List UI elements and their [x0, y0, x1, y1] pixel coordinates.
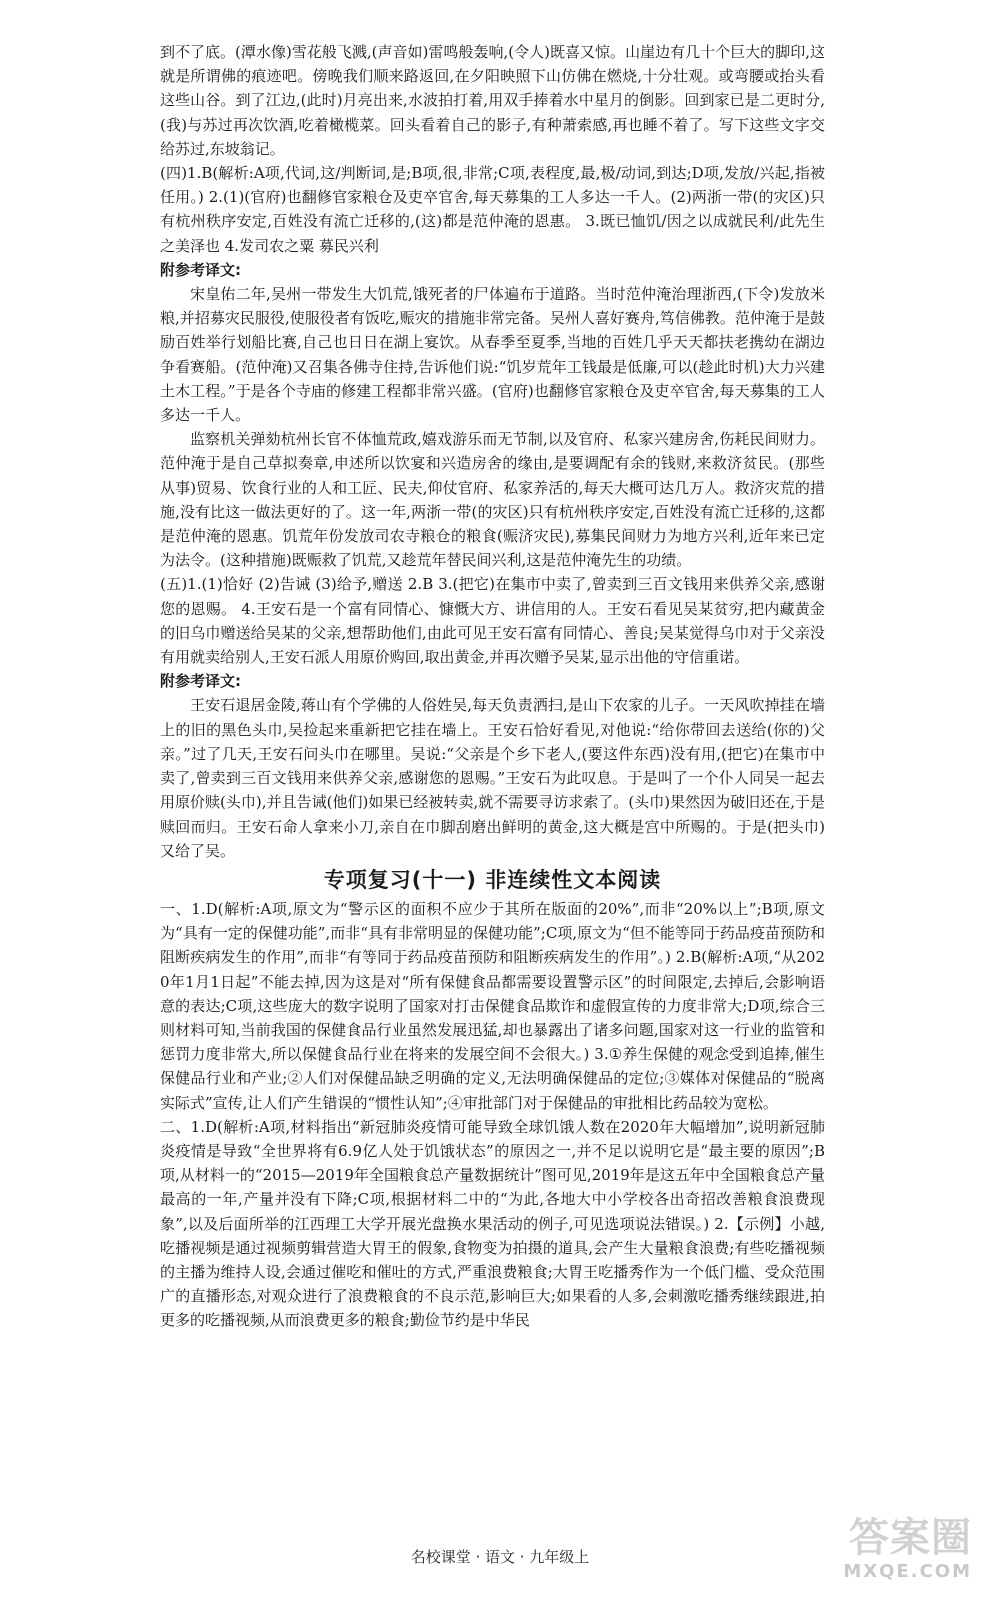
watermark-logo: [832, 1515, 972, 1591]
section-title: 专项复习(十一) 非连续性文本阅读: [323, 867, 662, 892]
translation-label-5: 附参考译文:: [160, 672, 241, 691]
translation-paragraph-4-1: 宋皇佑二年,吴州一带发生大饥荒,饿死者的尸体遍布于道路。当时范仲淹治理浙西,(下令)发放米粮,并招募灾民服役,使服役者有饭吃,赈灾的措施非常完备。吴州人喜好赛舟,笃信佛教。范仲淹于是鼓励百姓举行划船比赛,自己也日日在湖上宴饮。从春季至夏季,当地的百姓几乎天天都扶老携幼在湖边争看赛船。(范仲淹)又召集各佛寺住持,告诉他们说:“饥岁荒年工钱最是低廉,可以(趁此时机)大力兴建土木工程。”于是各个寺庙的修建工程都非常兴盛。(官府)也翻修官家粮仓及吏卒官舍,每天募集的工人多达一千人。: [160, 285, 825, 425]
answer-part-2: 二、1.D(解析:A项,材料指出“新冠肺炎疫情可能导致全球饥饿人数在2020年大幅增加”,说明新冠肺炎疫情是导致“全世界将有6.9亿人处于饥饿状态”的原因之一,并不足以说明它是“最主要的原因”;B项,从材料一的“2015—2019年全国粮食总产量数据统计”图可见,2019年是这五年中全国粮食总产量最高的一年,产量并没有下降;C项,根据材料二中的“为此,各地大中小学校各出奇招改善粮食浪费现象”,以及后面所举的江西理工大学开展光盘换水果活动的例子,可见选项说法错误。) 2.【示例】小越,吃播视频是通过视频剪辑营造大胃王的假象,食物变为拍摄的道具,会产生大量粮食浪费;有些吃播视频的主播为维持人设,会通过催吃和催吐的方式,严重浪费粮食;大胃王吃播秀作为一个低门槛、受众范围广的直播形态,对观众进行了浪费粮食的不良示范,影响巨大;如果看的人多,会刺激吃播秀继续跟进,拍更多的吃播视频,从而浪费更多的粮食;勤俭节约是中华民: [160, 1117, 825, 1330]
paragraph-translation-tail: 到不了底。(潭水像)雪花般飞溅,(声音如)雷鸣般轰响,(令人)既喜又惊。山崖边有几十个巨大的脚印,这就是所谓佛的痕迹吧。傍晚我们顺来路返回,在夕阳映照下山仿佛在燃烧,十分壮观。或弯腰或抬头看这些山谷。到了江边,(此时)月亮出来,水波拍打着,用双手捧着水中星月的倒影。回到家已是二更时分,(我)与苏过再次饮酒,吃着橄榄菜。回头看着自己的影子,有种萧索感,再也睡不着了。写下这些文字交给苏过,东坡翁记。: [160, 43, 825, 158]
page-content: [160, 40, 825, 1333]
translation-paragraph-4-2: 监察机关弹劾杭州长官不体恤荒政,嬉戏游乐而无节制,以及官府、私家兴建房舍,伤耗民间财力。范仲淹于是自己草拟奏章,申述所以饮宴和兴造房舍的缘由,是要调配有余的钱财,来救济贫民。(那些从事)贸易、饮食行业的人和工匠、民夫,仰仗官府、私家养活的,每天大概可达几万人。救济灾荒的措施,没有比这一做法更好的了。这一年,两浙一带(的灾区)只有杭州秩序安定,百姓没有流亡迁移的,这都是范仲淹的恩惠。饥荒年份发放司农寺粮仓的粮食(赈济灾民),募集民间财力为地方兴利,近年来已定为法令。(这种措施)既赈救了饥荒,又趁荒年替民间兴利,这是范仲淹先生的功绩。: [160, 430, 825, 570]
translation-paragraph-5-1: 王安石退居金陵,蒋山有个学佛的人俗姓吴,每天负责洒扫,是山下农家的儿子。一天风吹掉挂在墙上的旧的黑色头巾,吴捡起来重新把它挂在墙上。王安石恰好看见,对他说:“给你带回去送给(你的)父亲。”过了几天,王安石问头巾在哪里。吴说:“父亲是个乡下老人,(要这件东西)没有用,(把它)在集市中卖了,曾卖到三百文钱用来供养父亲,感谢您的恩赐。”王安石为此叹息。于是叫了一个仆人同吴一起去用原价赎(头巾),并且告诫(他们)如果已经被转卖,就不需要寻访求索了。(头巾)果然因为破旧还在,于是赎回而归。王安石命人拿来小刀,亲自在巾脚刮磨出鲜明的黄金,这大概是宫中所赐的。于是(把头巾)又给了吴。: [160, 696, 825, 860]
watermark-logo-text: 答案圈: [849, 1515, 972, 1561]
answer-part-1: 一、1.D(解析:A项,原文为“警示区的面积不应少于其所在版面的20%”,而非“20%以上”;B项,原文为“具有一定的保健功能”,而非“具有非常明显的保健功能”;C项,原文为“但不能等同于药品疫苗预防和阻断疾病发生的作用”,而非“有等同于药品疫苗预防和阻断疾病发生的作用”。) 2.B(解析:A项,“从2020年1月1日起”不能去掉,因为这是对“所有保健食品都需要设置警示区”的时间限定,去掉后,会影响语意的表达;C项,这些庞大的数字说明了国家对打击保健食品欺诈和虚假宣传的力度非常大;D项,综合三则材料可知,当前我国的保健食品行业虽然发展迅猛,却也暴露出了诸多问题,国家对这一行业的监管和惩罚力度非常大,所以保健食品行业在将来的发展空间不会很大。) 3.①养生保健的观念受到追捧,催生保健品行业和产业;②人们对保健品缺乏明确的定义,无法明确保健品的定位;③媒体对保健品的“脱离实际式”宣传,让人们产生错误的“惯性认知”;④审批部门对于保健品的审批相比药品较为宽松。: [160, 899, 825, 1112]
watermark-url: MXQE.COM: [843, 1561, 972, 1582]
answer-section-4: (四)1.B(解析:A项,代词,这/判断词,是;B项,很,非常;C项,表程度,最,极/动词,到达;D项,发放/兴起,指被任用。) 2.(1)(官府)也翻修官家粮仓及吏卒官舍,每天募集的工人多达一千人。(2)两浙一带(的灾区)只有杭州秩序安定,百姓没有流亡迁移的,(这)都是范仲淹的恩惠。 3.既已恤饥/因之以成就民利/此先生之美泽也 4.发司农之粟 募民兴利: [160, 164, 825, 255]
translation-label-4: 附参考译文:: [160, 260, 241, 279]
answer-section-5: (五)1.(1)恰好 (2)告诫 (3)给予,赠送 2.B 3.(把它)在集市中卖了,曾卖到三百文钱用来供养父亲,感谢您的恩赐。 4.王安石是一个富有同情心、慷慨大方、讲信用的人。王安石看见吴某贫穷,把内藏黄金的旧乌巾赠送给吴某的父亲,想帮助他们,由此可见王安石富有同情心、善良;吴某觉得乌巾对于父亲没有用就卖给别人,王安石派人用原价购回,取出黄金,并再次赠予吴某,显示出他的守信重诺。: [160, 575, 825, 667]
page-footer: 名校课堂 · 语文 · 九年级上: [410, 1548, 590, 1566]
